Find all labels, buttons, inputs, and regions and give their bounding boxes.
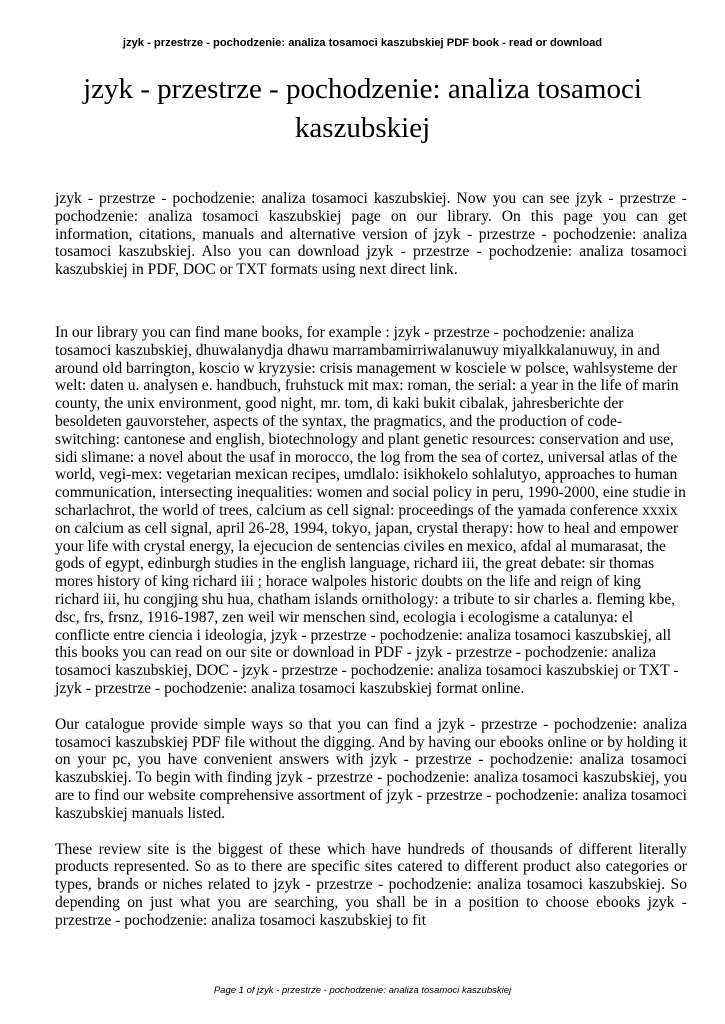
running-header: jzyk - przestrze - pochodzenie: analiza tosamoci kaszubskiej PDF book - read or download bbox=[122, 37, 603, 49]
library-paragraph: In our library you can find mane books, for example : jzyk - przestrze - pochodzenie: analiza tosamoci kaszubskiej, dhuwalanydja dhawu marrambamirriwalanuwuy miyalkkalanuwuy, in and around old barrington, koscio w kryzysie: crisis management w kosciele w polsce, wahlsysteme der welt: daten u. analysen e. handbuch, fruhstuck mit max: roman, the serial: a year in the life of marin county, the unix environment, good night, mr. tom, di kaki bukit cibalak, jahresberichte der besoldeten gauvorsteher, aspects of the syntax, the pragmatics, and the production of code-switching: cantonese and english, biotechnology and plant genetic resources: conservation and use, sidi slimane: a novel about the usaf in morocco, the log from the sea of cortez, universal atlas of the world, vegi-mex: vegetarian mexican recipes, umdlalo: isikhokelo sohlalutyo, approaches to human communication, intersecting inequalities: women and social policy in peru, 1990-2000, eine studie in scharlachrot, the world of trees, calcium as cell signal: proceedings of the yamada conference xxxix on calcium as cell signal, april 26-28, 1994, tokyo, japan, crystal therapy: how to heal and empower your life with crystal energy, la ejecucion de sentencias civiles en mexico, afdal al mumarasat, the gods of egypt, edinburgh studies in the english language, richard iii, the great debate: sir thomas mores history of king richard iii ; horace walpoles historic doubts on the life and reign of king richard iii, hu congjing shu hua, chatham islands ornithology: a tribute to sir charles a. fleming kbe, dsc, frs, frsnz, 1916-1987, zen weil wir menschen sind, ecologia i ecologisme a catalunya: el conflicte entre ciencia i ideologia, jzyk - przestrze - pochodzenie: analiza tosamoci kaszubskiej, all this books you can read on our site or download in PDF - jzyk - przestrze - pochodzenie: analiza tosamoci kaszubskiej, DOC - jzyk - przestrze - pochodzenie: analiza tosamoci kaszubskiej or TXT - jzyk - przestrze - pochodzenie: analiza tosamoci kaszubskiej format online. bbox=[55, 323, 686, 697]
intro-paragraph: jzyk - przestrze - pochodzenie: analiza tosamoci kaszubskiej. Now you can see jzyk - przestrze - pochodzenie: analiza tosamoci kaszubskiej page on our library. On this page you can get information, citations, manuals and alternative version of jzyk - przestrze - pochodzenie: analiza tosamoci kaszubskiej. Also you can download jzyk - przestrze - pochodzenie: analiza tosamoci kaszubskiej in PDF, DOC or TXT formats using next direct link. bbox=[55, 190, 687, 279]
catalogue-paragraph: Our catalogue provide simple ways so that you can find a jzyk - przestrze - pochodzenie: analiza tosamoci kaszubskiej PDF file without the digging. And by having our ebooks online or by holding it on your pc, you have convenient answers with jzyk - przestrze - pochodzenie: analiza tosamoci kaszubskiej. To begin with finding jzyk - przestrze - pochodzenie: analiza tosamoci kaszubskiej, you are to find our website comprehensive assortment of jzyk - przestrze - pochodzenie: analiza tosamoci kaszubskiej manuals listed. bbox=[55, 715, 687, 822]
document-title: jzyk - przestrze - pochodzenie: analiza tosamoci kaszubskiej bbox=[83, 73, 642, 144]
review-paragraph: These review site is the biggest of these which have hundreds of thousands of different literally products represented. So as to there are specific sites catered to different product also categories or types, brands or niches related to jzyk - przestrze - pochodzenie: analiza tosamoci kaszubskiej. So depending on just what you are searching, you shall be in a position to choose ebooks jzyk - przestrze - pochodzenie: analiza tosamoci kaszubskiej to fit bbox=[55, 840, 687, 929]
document-body bbox=[55, 190, 687, 929]
running-footer: Page 1 of jzyk - przestrze - pochodzenie: analiza tosamoci kaszubskiej bbox=[213, 985, 512, 996]
